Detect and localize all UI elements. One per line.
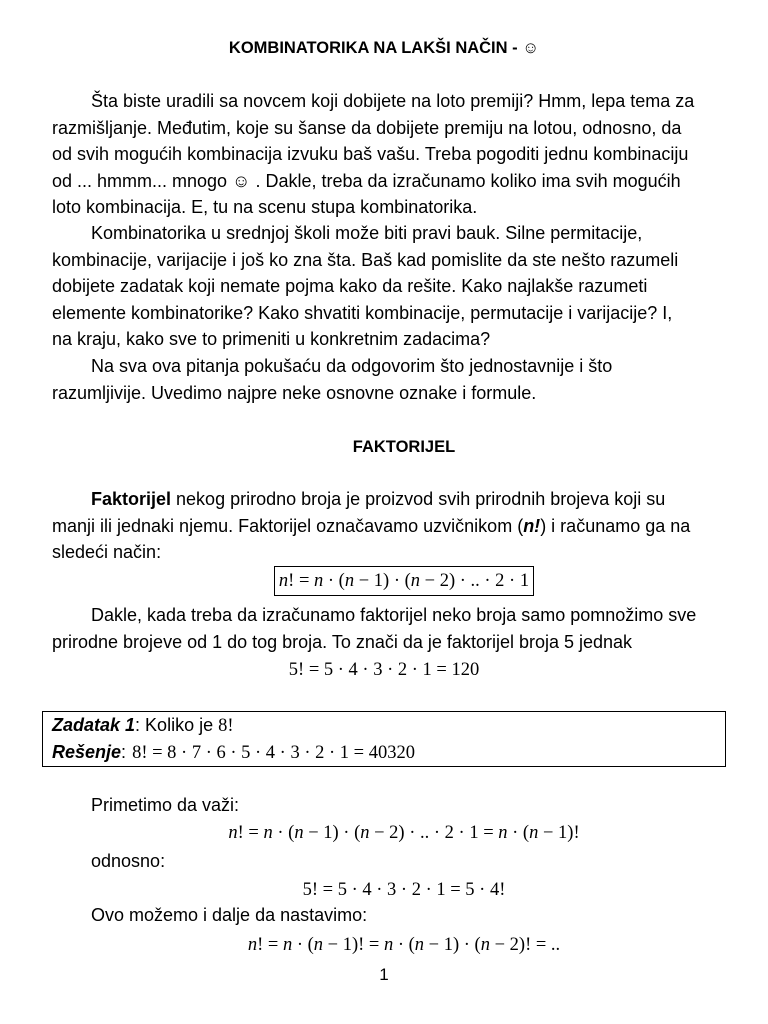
- variable-n: n: [529, 823, 539, 843]
- factorial-symbol: n!: [523, 515, 541, 536]
- text-line: razumljivije. Uvedimo najpre neke osnovne oznake i formule.: [52, 382, 537, 403]
- text-line: od ... hmmm... mnogo ☺ . Dakle, treba da izračunamo koliko ima svih mogućih: [52, 170, 681, 191]
- formula-chain: n! = n · (n − 1)! = n · (n − 1) · (n − 2)! = ..: [247, 935, 561, 955]
- variable-n: n: [498, 823, 508, 843]
- text-line: [52, 486, 690, 513]
- text-segment: manji ili jednaki njemu. Faktorijel označavamo uzvičnikom (: [52, 515, 524, 536]
- text-segment: nekog prirodno broja je proizvod svih prirodnih brojeva koji su: [171, 489, 666, 509]
- formula-general-row: [52, 566, 756, 596]
- note-3: [52, 902, 367, 929]
- text-segment: ) i računamo ga na: [540, 515, 691, 536]
- variable-n: n: [247, 935, 258, 955]
- variable-n: n: [480, 935, 490, 955]
- text-line: sledeći način:: [52, 542, 162, 562]
- task-question-math: 8!: [218, 716, 234, 736]
- text-line: Na sva ova pitanja pokušaću da odgovorim što jednostavnije i što: [91, 356, 613, 376]
- document-title: KOMBINATORIKA NA LAKŠI NAČIN - ☺: [228, 39, 540, 57]
- text-line: [52, 513, 690, 540]
- factorial-definition: [52, 486, 690, 566]
- text-line: Primetimo da važi:: [91, 795, 240, 815]
- term-faktorijel: Faktorijel: [91, 489, 172, 509]
- text-line: loto kombinacija. E, tu na scenu stupa kombinatorika.: [52, 197, 478, 217]
- solution-separator: :: [121, 741, 127, 762]
- task-question-text: : Koliko je: [135, 715, 219, 735]
- note-2: [52, 848, 165, 875]
- note-1: [52, 792, 239, 819]
- text-line: od svih mogućih kombinacija izvuku baš vašu. Treba pogoditi jednu kombinaciju: [52, 144, 689, 164]
- formula-chain-row: [52, 930, 756, 960]
- formula-example: 5! = 5 · 4 · 3 · 2 · 1 = 120: [288, 660, 480, 680]
- formula-recursive-example-row: [52, 875, 756, 905]
- task-question: [52, 712, 725, 739]
- variable-n: n: [410, 571, 421, 591]
- variable-n: n: [313, 935, 324, 955]
- text-line: elemente kombinatorike? Kako shvatiti kombinacije, permutacije i varijacije? I,: [52, 302, 673, 323]
- intro-paragraph-3: [52, 353, 612, 406]
- task-solution: [52, 739, 725, 766]
- text-line: odnosno:: [91, 851, 166, 871]
- variable-n: n: [383, 935, 394, 955]
- variable-n: n: [263, 823, 273, 843]
- formula-recursive: n! = n · (n − 1) · (n − 2) · .. · 2 · 1 = n · (n − 1)!: [228, 823, 580, 843]
- text-line: kombinacije, varijacije i još ko zna šta. Baš kad pomislite da ste nešto razumeli: [52, 249, 679, 270]
- section-heading: FAKTORIJEL: [352, 438, 456, 456]
- variable-n: n: [228, 823, 238, 843]
- text-line: Šta biste uradili sa novcem koji dobijete na loto premiji? Hmm, lepa tema za: [91, 91, 695, 111]
- variable-n: n: [282, 935, 293, 955]
- intro-paragraph-2: [52, 220, 678, 353]
- variable-n: n: [294, 823, 304, 843]
- text-line: Dakle, kada treba da izračunamo faktorijel neko broja samo pomnožimo sve: [91, 605, 697, 625]
- variable-n: n: [344, 571, 355, 591]
- text-line: razmišljanje. Međutim, koje su šanse da dobijete premiju na lotou, odnosno, da: [52, 117, 682, 138]
- variable-n: n: [360, 823, 370, 843]
- formula-recursive-example: 5! = 5 · 4 · 3 · 2 · 1 = 5 · 4!: [302, 880, 506, 900]
- text-line: prirodne brojeve od 1 do tog broja. To znači da je faktorijel broja 5 jednak: [52, 631, 633, 652]
- text-line: Ovo možemo i dalje da nastavimo:: [91, 905, 368, 925]
- solution-label: Rešenje: [52, 741, 122, 762]
- text-line: na kraju, kako sve to primeniti u konkretnim zadacima?: [52, 329, 491, 349]
- formula-example-row: [0, 655, 768, 685]
- formula-general: n! = n · (n − 1) · (n − 2) · .. · 2 · 1: [274, 566, 534, 596]
- page-number: 1: [379, 965, 389, 984]
- formula-recursive-row: [52, 818, 756, 848]
- solution-math: 8! = 8 · 7 · 6 · 5 · 4 · 3 · 2 · 1 = 40320: [132, 742, 415, 763]
- explanation-paragraph: [52, 602, 696, 655]
- variable-n: n: [278, 571, 289, 591]
- task-label: Zadatak 1: [52, 715, 136, 735]
- variable-n: n: [314, 571, 324, 591]
- intro-paragraph-1: [52, 88, 694, 221]
- text-line: dobijete zadatak koji nemate pojma kako da rešite. Kako najlakše razumeti: [52, 276, 648, 296]
- text-line: Kombinatorika u srednjoj školi može biti pravi bauk. Silne permitacije,: [91, 223, 643, 243]
- variable-n: n: [414, 935, 425, 955]
- task-box: [42, 711, 726, 767]
